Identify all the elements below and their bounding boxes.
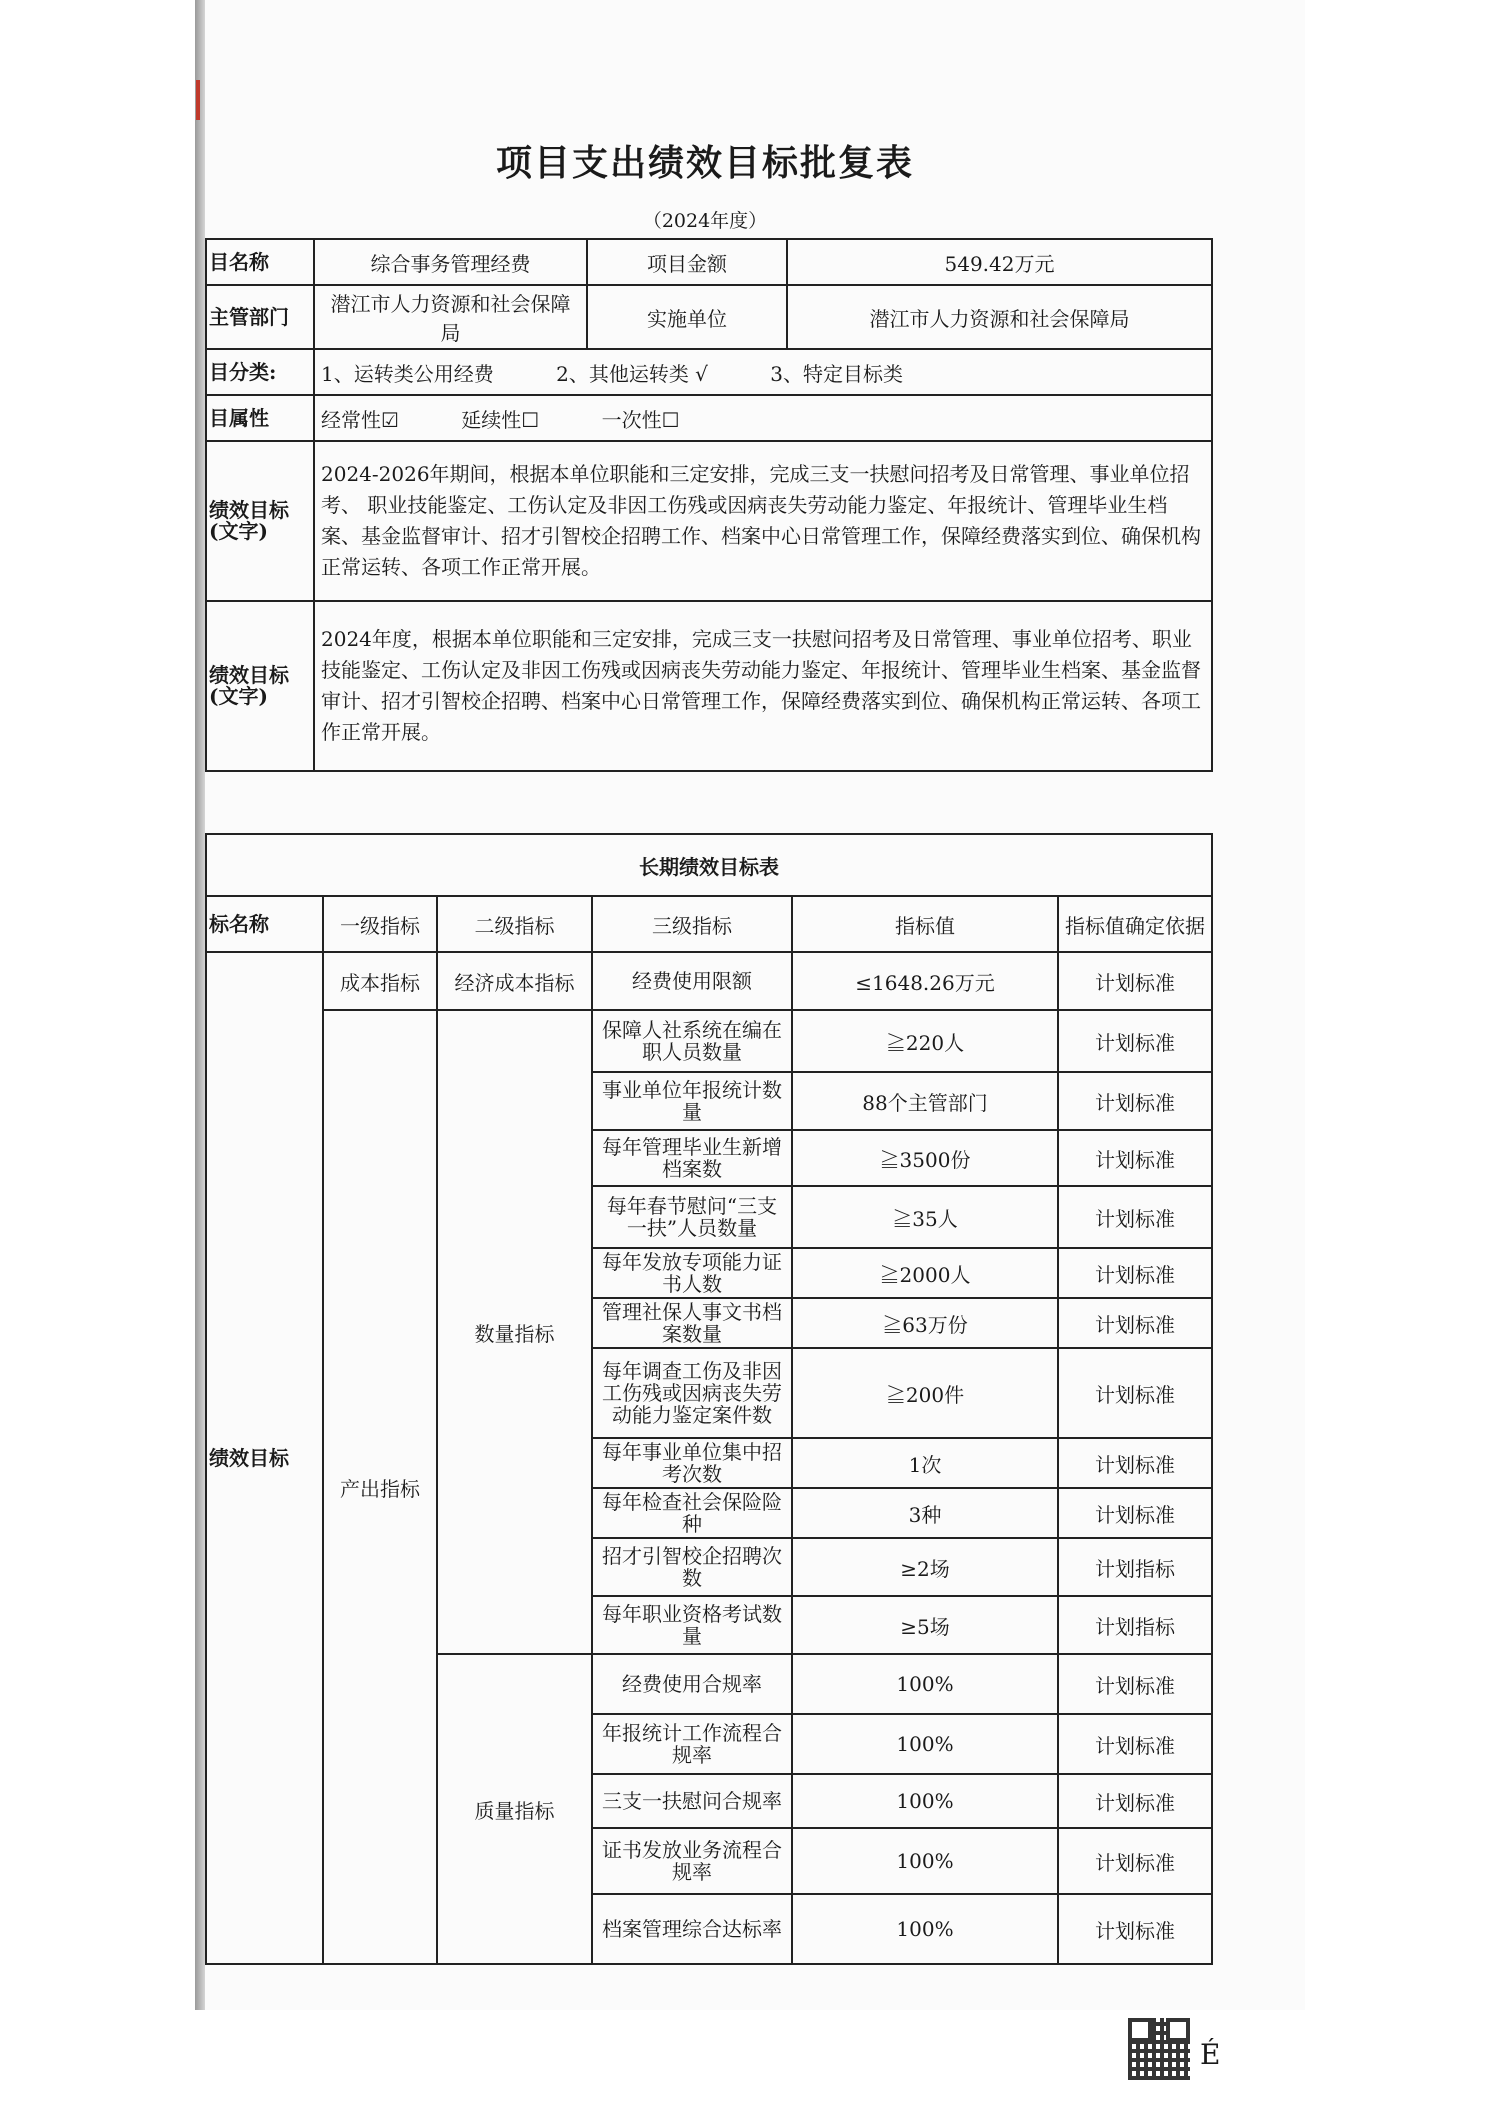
metric-value: ≧63万份	[792, 1298, 1058, 1348]
level2-quality: 质量指标	[437, 1654, 592, 1964]
metric-value: 100%	[792, 1654, 1058, 1714]
attr-opt-2: 延续性☐	[461, 407, 540, 432]
row-dept	[206, 285, 1212, 349]
metric-name: 每年调查工伤及非因工伤残或因病丧失劳动能力鉴定案件数	[592, 1348, 792, 1438]
level2-cost: 经济成本指标	[437, 952, 592, 1010]
metric-name: 管理社保人事文书档案数量	[592, 1298, 792, 1348]
row-project-name	[206, 239, 1212, 285]
metric-basis: 计划标准	[1058, 1186, 1212, 1248]
header-basis: 指标值确定依据	[1058, 896, 1212, 952]
header-value: 指标值	[792, 896, 1058, 952]
side-label: 绩效目标	[206, 952, 323, 1964]
metric-value: 100%	[792, 1828, 1058, 1894]
project-name-label: 目名称	[206, 239, 314, 285]
page-title: 项目支出绩效目标批复表	[495, 142, 914, 184]
metrics-title-row	[206, 834, 1212, 896]
page-subtitle: （2024年度）	[642, 210, 768, 232]
header-indicator-name: 标名称	[206, 896, 323, 952]
metric-basis: 计划标准	[1058, 1130, 1212, 1186]
metric-basis: 计划指标	[1058, 1538, 1212, 1596]
metric-basis: 计划标准	[1058, 1774, 1212, 1828]
metric-basis: 计划标准	[1058, 1010, 1212, 1072]
metrics-header-row	[206, 896, 1212, 952]
row-category	[206, 349, 1212, 395]
footer-mark: É	[1200, 2038, 1221, 2071]
metric-name: 每年职业资格考试数量	[592, 1596, 792, 1654]
metric-basis: 计划标准	[1058, 1438, 1212, 1488]
metric-name: 三支一扶慰问合规率	[592, 1774, 792, 1828]
metric-value: ≤1648.26万元	[792, 952, 1058, 1010]
attr-opt-3: 一次性☐	[601, 407, 680, 432]
category-options	[314, 349, 1212, 395]
row-attr	[206, 395, 1212, 441]
metric-value: ≧220人	[792, 1010, 1058, 1072]
metric-basis: 计划标准	[1058, 1348, 1212, 1438]
metric-basis: 计划指标	[1058, 1596, 1212, 1654]
row-year-goal	[206, 601, 1212, 771]
attr-options	[314, 395, 1212, 441]
year-goal-label: 绩效目标(文字)	[206, 601, 314, 771]
metric-name: 年报统计工作流程合规率	[592, 1714, 792, 1774]
metric-value: 88个主管部门	[792, 1072, 1058, 1130]
metric-basis: 计划标准	[1058, 1298, 1212, 1348]
attr-opt-1: 经常性☑	[321, 407, 399, 432]
metric-name: 经费使用限额	[592, 952, 792, 1010]
year-goal-text: 2024年度，根据本单位职能和三定安排，完成三支一扶慰问招考及日常管理、事业单位招考、职业技能鉴定、工伤认定及非因工伤残或因病丧失劳动能力鉴定、年报统计、管理毕业生档案、基金监督审计、招才引智校企招聘、档案中心日常管理工作，保障经费落实到位、确保机构正常运转、各项工作正常开展。	[314, 601, 1212, 771]
category-opt-3: 3、特定目标类	[770, 361, 904, 386]
metric-value: ≥5场	[792, 1596, 1058, 1654]
amount-value: 549.42万元	[787, 239, 1212, 285]
header-level2: 二级指标	[437, 896, 592, 952]
long-goal-text: 2024-2026年期间，根据本单位职能和三定安排，完成三支一扶慰问招考及日常管理、事业单位招考、 职业技能鉴定、工伤认定及非因工伤残或因病丧失劳动能力鉴定、年报统计、管理毕业生档案、基金监督审计、招才引智校企招聘工作、档案中心日常管理工作，保障经费落实到位、确保机构正常运转、各项工作正常开展。	[314, 441, 1212, 601]
metric-value: ≥2场	[792, 1538, 1058, 1596]
metric-name: 每年事业单位集中招考次数	[592, 1438, 792, 1488]
metric-basis: 计划标准	[1058, 1714, 1212, 1774]
metric-basis: 计划标准	[1058, 952, 1212, 1010]
table-row	[206, 1010, 1212, 1072]
attr-label: 目属性	[206, 395, 314, 441]
metric-value: 3种	[792, 1488, 1058, 1538]
metric-name: 每年管理毕业生新增档案数	[592, 1130, 792, 1186]
metric-value: 100%	[792, 1894, 1058, 1964]
metric-basis: 计划标准	[1058, 1248, 1212, 1298]
metric-name: 证书发放业务流程合规率	[592, 1828, 792, 1894]
metric-value: ≧200件	[792, 1348, 1058, 1438]
metric-basis: 计划标准	[1058, 1654, 1212, 1714]
metric-value: ≧2000人	[792, 1248, 1058, 1298]
metric-value: 100%	[792, 1714, 1058, 1774]
metrics-section-title: 长期绩效目标表	[206, 834, 1212, 896]
header-level1: 一级指标	[323, 896, 437, 952]
metric-name: 档案管理综合达标率	[592, 1894, 792, 1964]
metric-name: 保障人社系统在编在职人员数量	[592, 1010, 792, 1072]
category-label: 目分类:	[206, 349, 314, 395]
category-opt-2: 2、其他运转类 √	[556, 361, 708, 386]
level1-output: 产出指标	[323, 1010, 437, 1964]
scan-mark	[196, 80, 200, 120]
impl-label: 实施单位	[587, 285, 787, 349]
amount-label: 项目金额	[587, 239, 787, 285]
metric-name: 经费使用合规率	[592, 1654, 792, 1714]
qr-code-icon	[1128, 2018, 1190, 2080]
metric-basis: 计划标准	[1058, 1894, 1212, 1964]
metric-basis: 计划标准	[1058, 1488, 1212, 1538]
impl-value: 潜江市人力资源和社会保障局	[787, 285, 1212, 349]
level1-cost: 成本指标	[323, 952, 437, 1010]
metric-name: 事业单位年报统计数量	[592, 1072, 792, 1130]
project-name-value: 综合事务管理经费	[314, 239, 587, 285]
metric-name: 每年发放专项能力证书人数	[592, 1248, 792, 1298]
metric-value: ≧3500份	[792, 1130, 1058, 1186]
metric-basis: 计划标准	[1058, 1828, 1212, 1894]
metric-value: 100%	[792, 1774, 1058, 1828]
metric-name: 每年检查社会保险险种	[592, 1488, 792, 1538]
metric-name: 每年春节慰问“三支一扶”人员数量	[592, 1186, 792, 1248]
row-long-goal	[206, 441, 1212, 601]
project-info-table	[205, 238, 1213, 772]
header-level3: 三级指标	[592, 896, 792, 952]
level2-quantity: 数量指标	[437, 1010, 592, 1654]
metric-value: ≧35人	[792, 1186, 1058, 1248]
metric-name: 招才引智校企招聘次数	[592, 1538, 792, 1596]
metric-basis: 计划标准	[1058, 1072, 1212, 1130]
long-goal-label: 绩效目标(文字)	[206, 441, 314, 601]
category-opt-1: 1、运转类公用经费	[321, 361, 494, 386]
metric-value: 1次	[792, 1438, 1058, 1488]
dept-value: 潜江市人力资源和社会保障局	[314, 285, 587, 349]
metrics-table	[205, 833, 1213, 1965]
table-row	[206, 952, 1212, 1010]
dept-label: 主管部门	[206, 285, 314, 349]
